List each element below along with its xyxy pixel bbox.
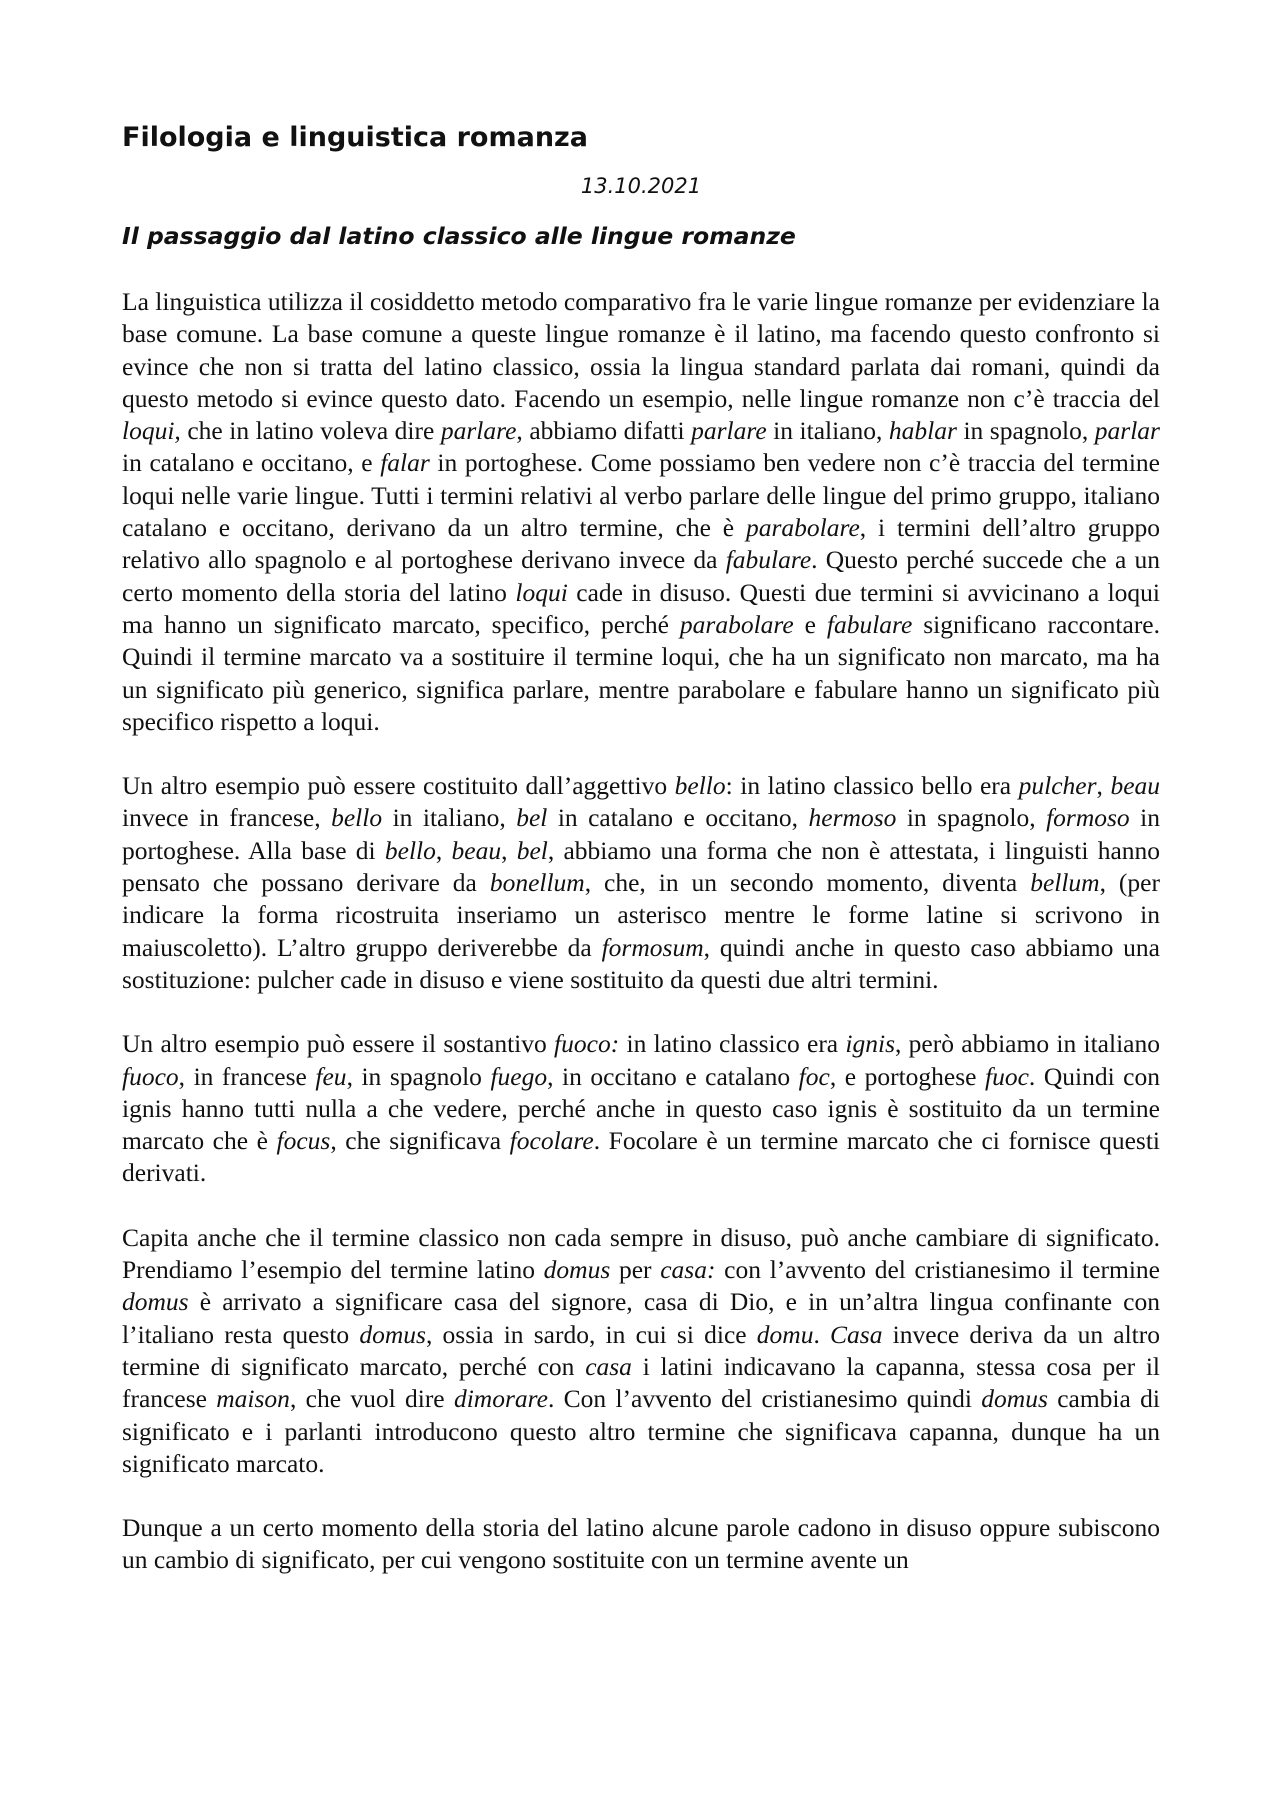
italic-term: focolare [509, 1126, 594, 1156]
italic-term: pulcher [1018, 771, 1097, 801]
italic-term: hermoso [808, 803, 897, 833]
italic-term: foc [798, 1061, 830, 1091]
text-run: . Quindi con ignis hanno tutti nulla a che vedere, perché anche in questo caso ignis è sostituito da un termine marcato che è [122, 1061, 1161, 1156]
body-text [122, 286, 1160, 1577]
document-date: 13.10.2021 [580, 174, 702, 198]
text-run: , che vuol dire [289, 1384, 454, 1414]
italic-term: dimorare [453, 1384, 548, 1414]
text-run: , [435, 835, 452, 865]
text-run: , in occitano e catalano [547, 1061, 799, 1091]
text-run: e [793, 609, 827, 639]
text-run: , che, in un secondo momento, diventa [584, 868, 1031, 898]
italic-term: domus [981, 1384, 1048, 1414]
italic-term: maison [216, 1384, 290, 1414]
italic-term: parabolare [745, 513, 860, 543]
text-run: per [610, 1255, 661, 1285]
italic-term: fuoc [985, 1061, 1029, 1091]
text-run: , ossia in sardo, in cui si dice [425, 1319, 757, 1349]
italic-term: bel [516, 835, 548, 865]
paragraph [122, 1512, 1160, 1577]
italic-term: bello [384, 835, 436, 865]
text-run: . [813, 1319, 831, 1349]
italic-term: casa [585, 1351, 632, 1381]
text-run: in spagnolo, [956, 416, 1095, 446]
text-run: in latino classico era [619, 1029, 846, 1059]
text-run: in catalano e occitano, [547, 803, 809, 833]
text-run: , (per indicare la forma ricostruita inseriamo un asterisco mentre le forme latine si scrivono in maiuscoletto). L’altro gruppo deriverebbe da [122, 868, 1160, 962]
italic-term: bel [516, 803, 548, 833]
italic-term: fuego [490, 1061, 548, 1091]
italic-term: bello [331, 803, 383, 833]
italic-term: domus [122, 1287, 189, 1317]
text-run: invece in francese, [122, 803, 332, 833]
text-run: , abbiamo una forma che non è attestata, i linguisti hanno pensato che possano derivare da [122, 835, 1161, 898]
italic-term: beau [1110, 771, 1161, 801]
text-run: Dunque a un certo momento della storia del latino alcune parole cadono in disuso oppure subiscono un cambio di significato, per cui vengono sostituite con un termine avente un [122, 1513, 1160, 1575]
text-run: , che significava [330, 1126, 510, 1156]
text-run: , abbiamo difatti [516, 416, 692, 446]
text-run: . Con l’avvento del cristianesimo quindi [547, 1384, 982, 1414]
italic-term: bonellum [489, 868, 585, 898]
text-run: in catalano e occitano, e [122, 448, 381, 478]
italic-term: bello [674, 771, 726, 801]
text-run: in spagnolo, [896, 803, 1047, 833]
italic-term: fabulare [725, 545, 812, 575]
text-run: invece deriva da un altro termine di significato marcato, perché con [122, 1319, 1161, 1381]
text-run: Un altro esempio può essere il sostantivo [122, 1029, 555, 1059]
italic-term: parlar [1094, 416, 1160, 446]
italic-term: parlare [440, 416, 517, 446]
text-run: , i termini dell’altro gruppo relativo allo spagnolo e al portoghese derivano invece da [122, 513, 1161, 575]
text-run: . Focolare è un termine marcato che ci fornisce questi derivati. [122, 1126, 1161, 1188]
italic-term: loqui, [122, 416, 181, 446]
text-run: è arrivato a significare casa del signore, casa di Dio, e in un’altra lingua confinante con l’italiano resta questo [122, 1287, 1160, 1349]
text-run: con l’avvento del cristianesimo il termine [715, 1255, 1160, 1285]
italic-term: falar [380, 448, 430, 478]
italic-term: fuoco: [554, 1029, 620, 1059]
paragraph [122, 286, 1160, 738]
text-run: . Questo perché succede che a un certo momento della storia del latino [122, 545, 1160, 607]
italic-term: parlare [691, 416, 767, 446]
text-run: i latini indicavano la capanna, stessa cosa per il francese [122, 1351, 1160, 1414]
italic-term: casa: [660, 1255, 716, 1285]
text-run: , [1096, 771, 1111, 801]
text-run: in portoghese. Come possiamo ben vedere non c’è traccia del termine loqui nelle varie lingue. Tutti i termini relativi al verbo parlare delle lingue del primo gruppo, italiano catalano e occitano, derivano da un altro termine, che è [122, 448, 1160, 543]
document-title: Filologia e linguistica romanza [122, 122, 588, 153]
text-run: in portoghese. Alla base di [122, 803, 1160, 865]
section-heading: Il passaggio dal latino classico alle lingue romanze [122, 222, 796, 250]
text-run: , in spagnolo [346, 1061, 491, 1091]
italic-term: fuoco [122, 1061, 179, 1091]
paragraph [122, 770, 1160, 996]
paragraph [122, 1028, 1160, 1189]
text-run: , [501, 835, 517, 865]
text-run: in italiano, [382, 803, 517, 833]
italic-term: feu [315, 1061, 347, 1091]
text-run: significano raccontare. Quindi il termine marcato va a sostituire il termine loqui, che ha un significato non marcato, ma ha un significato più generico, significa parlare, mentre parabolare e fabulare hanno un significato più specifico rispetto a loqui. [122, 609, 1160, 736]
italic-term: parabolare [679, 609, 794, 639]
document-page [122, 118, 1160, 1609]
italic-term: domus [543, 1255, 611, 1285]
italic-term: formosum [601, 932, 704, 962]
italic-term: fabulare [826, 609, 913, 639]
italic-term: domu [756, 1319, 814, 1349]
italic-term: formoso [1046, 803, 1130, 833]
text-run: Capita anche che il termine classico non cada sempre in disuso, può anche cambiare di significato. Prendiamo l’esempio del termine latino [122, 1222, 1160, 1285]
text-run: , e portoghese [829, 1061, 985, 1091]
paragraph [122, 1222, 1160, 1480]
text-run: , però abbiamo in italiano [895, 1029, 1160, 1059]
text-run: che in latino voleva dire [180, 416, 441, 446]
italic-term: hablar [888, 416, 957, 446]
text-run: cade in disuso. Questi due termini si avvicinano a loqui ma hanno un significato marcato, specifico, perché [122, 577, 1161, 639]
italic-term: domus [359, 1319, 426, 1349]
italic-term: ignis [845, 1029, 896, 1059]
text-run: cambia di significato e i parlanti introducono questo altro termine che significava capanna, dunque ha un significato marcato. [122, 1384, 1160, 1478]
italic-term: bellum [1030, 868, 1100, 898]
italic-term: beau [451, 835, 502, 865]
text-run: , quindi anche in questo caso abbiamo una sostituzione: pulcher cade in disuso e viene sostituito da questi due altri termini. [122, 932, 1160, 994]
text-run: Un altro esempio può essere costituito dall’aggettivo [122, 771, 675, 801]
italic-term: focus [276, 1126, 331, 1156]
text-run: : in latino classico bello era [725, 771, 1019, 801]
text-run: La linguistica utilizza il cosiddetto metodo comparativo fra le varie lingue romanze per evidenziare la base comune. La base comune a queste lingue romanze è il latino, ma facendo questo confronto si evince che non si tratta del latino classico, ossia la lingua standard parlata dai romani, quindi da questo metodo si evince questo dato. Facendo un esempio, nelle lingue romanze non c’è traccia del [122, 287, 1160, 413]
italic-term: Casa [830, 1319, 883, 1349]
text-run: in italiano, [766, 416, 889, 446]
text-run: , in francese [178, 1061, 316, 1091]
italic-term: loqui [515, 577, 568, 607]
